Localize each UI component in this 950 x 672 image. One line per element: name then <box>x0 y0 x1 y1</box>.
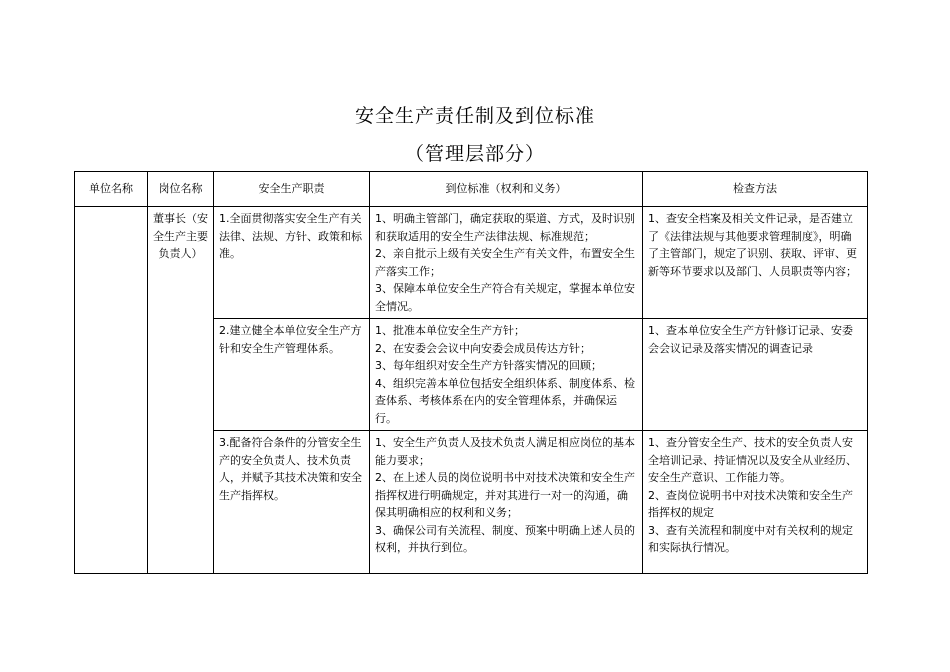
check-cell <box>643 431 868 574</box>
standard-item: 3、保障本单位安全生产符合有关规定，掌握本单位安全情况。 <box>375 282 635 313</box>
standard-cell <box>370 207 643 319</box>
duty-cell: 3.配备符合条件的分管安全生产的安全负责人、技术负责人，并赋予其技术决策和安全生产指挥权。 <box>214 431 370 574</box>
header-standard: 到位标准（权利和义务） <box>370 172 643 207</box>
check-cell <box>643 207 868 319</box>
unit-name-cell <box>75 207 148 574</box>
header-unit-name: 单位名称 <box>75 172 148 207</box>
standard-item: 3、确保公司有关流程、制度、预案中明确上述人员的权利，并执行到位。 <box>375 523 635 554</box>
standard-item: 3、每年组织对安全生产方针落实情况的回顾； <box>375 359 602 372</box>
standard-cell <box>370 319 643 431</box>
document-title: 安全生产责任制及到位标准 <box>354 105 595 127</box>
check-item: 1、查安全档案及相关文件记录，是否建立了《法律法规与其他要求管理制度》，明确了主管部门，规定了识别、获取、评审、更新等环节要求以及部门、人员职责等内容； <box>648 212 857 278</box>
check-item: 1、查分管安全生产、技术的安全负责人安全培训记录、持证情况以及安全从业经历、安全生产意识、工作能力等。 <box>648 436 857 484</box>
standard-item: 1、批准本单位安全生产方针； <box>375 324 525 337</box>
standard-cell <box>370 431 643 574</box>
check-item: 3、查有关流程和制度中对有关权利的规定和实际执行情况。 <box>648 523 853 554</box>
duty-cell: 2.建立健全本单位安全生产方针和安全生产管理体系。 <box>214 319 370 431</box>
standard-item: 2、亲自批示上级有关安全生产有关文件，布置安全生产落实工作； <box>375 247 635 278</box>
header-check-method: 检查方法 <box>643 172 868 207</box>
responsibility-table <box>74 171 868 574</box>
standard-item: 2、在上述人员的岗位说明书中对技术决策和安全生产指挥权进行明确规定，并对其进行一对一的沟通，确保其明确相应的权利和义务； <box>375 471 635 519</box>
check-cell <box>643 319 868 431</box>
check-item: 1、查本单位安全生产方针修订记录、安委会会议记录及落实情况的调查记录 <box>648 324 853 355</box>
header-safety-duty: 安全生产职责 <box>214 172 370 207</box>
standard-item: 2、在安委会会议中向安委会成员传达方针； <box>375 341 591 355</box>
duty-cell: 1.全面贯彻落实安全生产有关法律、法规、方针、政策和标准。 <box>214 207 370 319</box>
post-name-cell: 董事长（安全生产主要负责人） <box>148 207 214 574</box>
header-post-name: 岗位名称 <box>148 172 214 207</box>
table-header-row <box>75 172 868 207</box>
standard-item: 1、安全生产负责人及技术负责人满足相应岗位的基本能力要求； <box>375 436 635 467</box>
standard-item: 4、组织完善本单位包括安全组织体系、制度体系、检查体系、考核体系在内的安全管理体系，并确保运行。 <box>375 376 635 425</box>
table-row <box>75 207 868 319</box>
document-subtitle: （管理层部分） <box>404 143 545 165</box>
check-item: 2、查岗位说明书中对技术决策和安全生产指挥权的规定 <box>648 488 853 519</box>
standard-item: 1、明确主管部门，确定获取的渠道、方式，及时识别和获取适用的安全生产法律法规、标准规范； <box>375 212 635 243</box>
